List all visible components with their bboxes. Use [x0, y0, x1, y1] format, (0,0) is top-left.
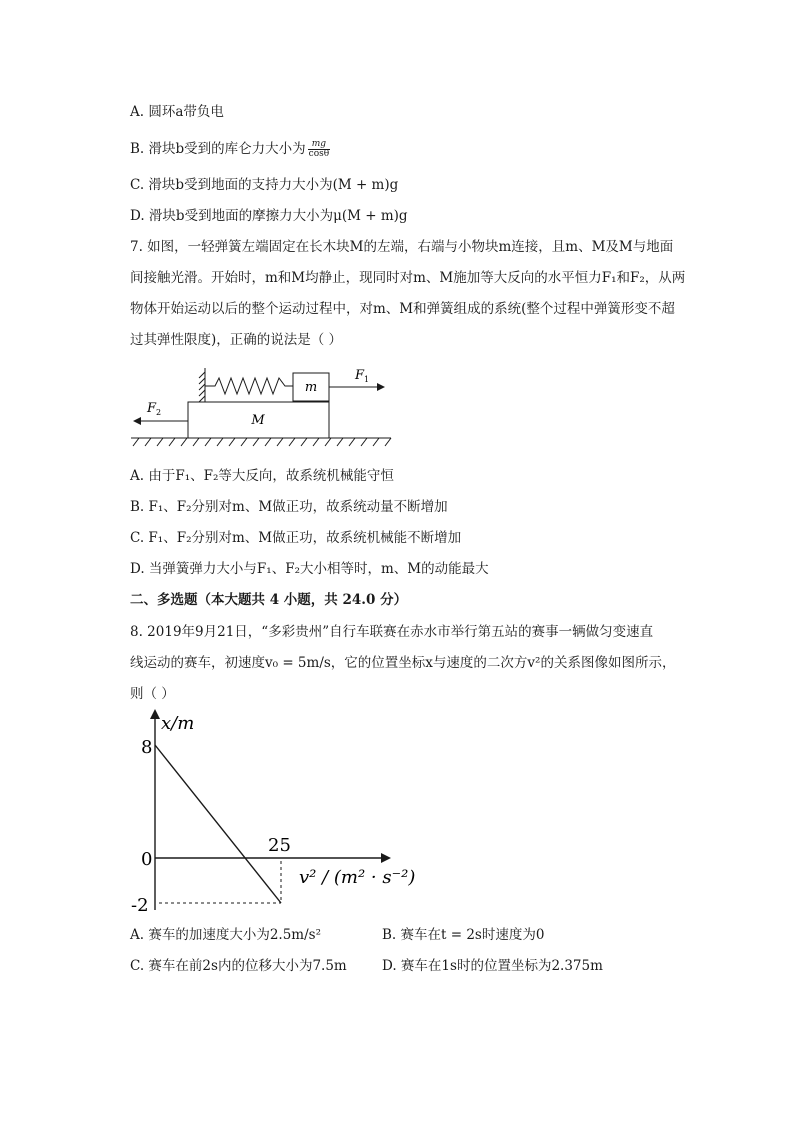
large-block-label: M	[251, 413, 265, 428]
q6-option-d: D. 滑块b受到地面的摩擦力大小为μ(M + m)g	[130, 208, 408, 224]
wall-hatch	[199, 368, 205, 402]
q6-option-c: C. 滑块b受到地面的支持力大小为(M + m)g	[130, 177, 399, 193]
spring	[205, 378, 293, 394]
fraction-mg-over-cos	[308, 140, 331, 159]
q7-stem-line3: 物体开始运动以后的整个运动过程中，对m、M和弹簧组成的系统(整个过程中弹簧形变不超	[130, 301, 675, 317]
q8-stem-line2: 线运动的赛车，初速度v₀ = 5m/s，它的位置坐标x与速度的二次方v²的关系图像如图所示，	[130, 655, 676, 671]
q8-option-c: C. 赛车在前2s内的位移大小为7.5m	[130, 958, 347, 974]
y-axis-arrowhead	[150, 709, 160, 719]
x-axis-label: v² / (m² · s⁻²)	[299, 867, 416, 888]
q8-option-b: B. 赛车在t = 2s时速度为0	[382, 927, 545, 943]
q8-option-a: A. 赛车的加速度大小为2.5m/s²	[130, 927, 321, 943]
tick-origin-0: 0	[141, 849, 153, 870]
q7-stem-line4: 过其弹性限度)，正确的说法是（ ）	[130, 332, 343, 348]
q7-spring-block-figure	[125, 362, 405, 454]
q8-option-d: D. 赛车在1s时的位置坐标为2.375m	[382, 958, 603, 974]
data-line-x-vs-v2	[155, 745, 281, 903]
x-axis-arrowhead	[381, 853, 391, 863]
q8-stem-line3: 则（ ）	[130, 686, 175, 702]
fraction-denominator: cosθ	[308, 149, 330, 159]
q7-stem-line2: 间接触光滑。开始时，m和M均静止，现同时对m、M施加等大反向的水平恒力F₁和F₂，从两	[130, 270, 686, 286]
tick-y-8: 8	[141, 737, 153, 758]
tick-y-neg2: -2	[131, 895, 149, 916]
q6-option-b	[130, 140, 330, 159]
q7-stem-line1: 7. 如图，一轻弹簧左端固定在长木块M的左端，右端与小物块m连接，且m、M及M与地面	[130, 239, 674, 255]
section-heading-multiple-choice: 二、多选题（本大题共 4 小题，共 24.0 分）	[130, 592, 408, 608]
q6-option-a: A. 圆环a带负电	[130, 104, 224, 120]
ground	[131, 438, 391, 446]
q7-option-a: A. 由于F₁、F₂等大反向，故系统机械能守恒	[130, 468, 394, 484]
force-f1-arrowhead	[377, 383, 385, 391]
force-f2-arrowhead	[133, 417, 141, 425]
tick-x-25: 25	[268, 835, 291, 856]
q8-stem-line1: 8. 2019年9月21日，“多彩贵州”自行车联赛在赤水市举行第五站的赛事一辆做匀变速直	[130, 624, 654, 640]
q6-option-b-text: B. 滑块b受到的库仑力大小为	[130, 141, 306, 157]
q7-option-c: C. F₁、F₂分别对m、M做正功，故系统机械能不断增加	[130, 530, 462, 546]
force-f2-label: $F_2$	[147, 401, 162, 417]
q7-option-b: B. F₁、F₂分别对m、M做正功，故系统动量不断增加	[130, 499, 448, 515]
small-block-label: m	[304, 380, 318, 395]
force-f1-label: $F_1$	[355, 368, 370, 384]
q8-x-v2-graph	[125, 705, 425, 920]
y-axis-label: x/m	[161, 713, 195, 734]
fraction-numerator: mg	[308, 140, 331, 150]
q7-option-d: D. 当弹簧弹力大小与F₁、F₂大小相等时，m、M的动能最大	[130, 561, 489, 577]
